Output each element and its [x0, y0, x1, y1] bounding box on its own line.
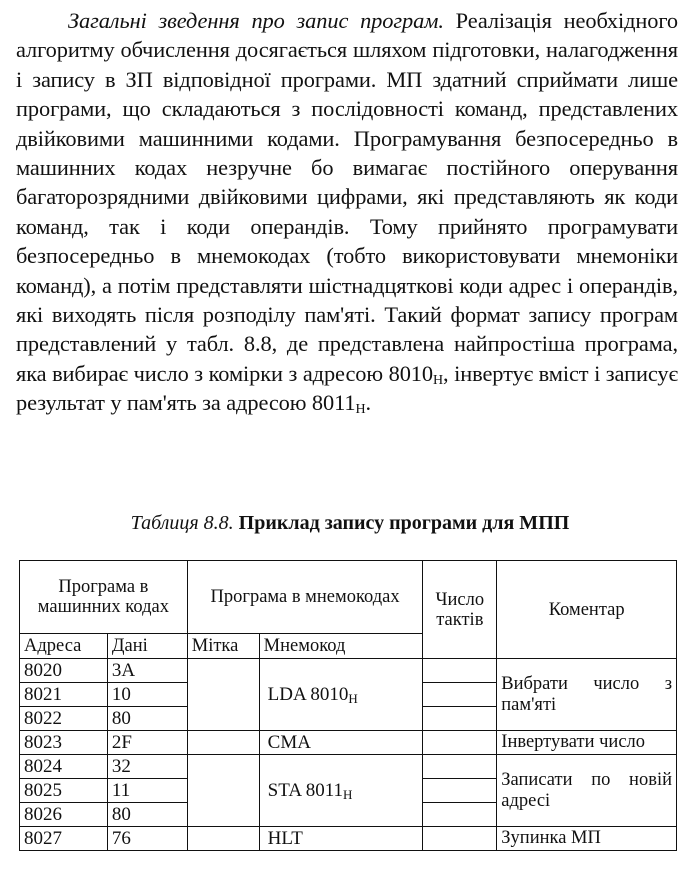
address-cell: 8026 [20, 803, 108, 827]
mnemonic-cell [259, 731, 423, 755]
hex-subscript: Н [348, 690, 358, 706]
label-cell [187, 827, 259, 851]
label-cell [187, 731, 259, 755]
mnemonic-text: HLT [267, 827, 303, 849]
machine-program-header: Програма в машинних кодах [20, 561, 188, 634]
cycles-cell [423, 779, 497, 803]
data-cell: 80 [107, 707, 187, 731]
comment-cell: Записати по новій адресі [497, 755, 677, 827]
address-cell: 8021 [20, 683, 108, 707]
data-cell: 32 [107, 755, 187, 779]
mnemonic-program-header: Програма в мнемокодах [187, 561, 423, 634]
comment-header: Коментар [497, 561, 677, 659]
table-row [20, 659, 677, 683]
data-cell: 3A [107, 659, 187, 683]
table-row [20, 731, 677, 755]
paragraph-text-c: . [365, 390, 371, 416]
program-table [19, 560, 677, 851]
table-row [20, 827, 677, 851]
address-header: Адреса [20, 634, 108, 659]
cycles-cell [423, 803, 497, 827]
table-caption [0, 512, 700, 535]
address-cell: 8025 [20, 779, 108, 803]
cycles-cell [423, 707, 497, 731]
header-row [20, 561, 677, 634]
address-cell: 8027 [20, 827, 108, 851]
body-paragraph [16, 6, 678, 418]
label-header: Мітка [187, 634, 259, 659]
caption-label: Таблиця 8.8. [130, 512, 234, 534]
data-header: Дані [107, 634, 187, 659]
data-cell: 11 [107, 779, 187, 803]
address-cell: 8023 [20, 731, 108, 755]
mnemonic-text: STA 8011 [267, 779, 344, 801]
mnemonic-header: Мнемокод [259, 634, 423, 659]
mnemonic-cell [259, 755, 423, 827]
comment-cell: Інвертувати число [497, 731, 677, 755]
address-cell: 8020 [20, 659, 108, 683]
address-cell: 8022 [20, 707, 108, 731]
data-cell: 2F [107, 731, 187, 755]
mnemonic-text: CMA [267, 731, 311, 753]
mnemonic-cell [259, 659, 423, 731]
mnemonic-cell [259, 827, 423, 851]
paragraph-text-a: Реалізація необхідного алгоритму обчислення досягається шляхом підготовки, налагодження і запису в ЗП відповідної програми. МП здатний сприймати лише програми, що складаються з послідовності команд, представлених двійковими машинними кодами. Програмування безпосередньо в машинних кодах незручне бо вимагає постійного оперування багаторозрядними двійковими цифрами, які представляють як коди команд, так і коди операндів. Тому прийнято програмувати безпосередньо в мнемокодах (тобто використовувати мнемоніки команд), а потім представляти шістнадцяткові коди адрес і операндів, які виходять після розподілу пам'яті. Такий формат запису програм представлений у табл. 8.8, де представлена найпростіша програма, яка вибирає число з комірки з адресою 8010 [16, 8, 678, 386]
mnemonic-text: LDA 8010 [267, 683, 349, 705]
hex-subscript: Н [355, 402, 366, 418]
data-cell: 76 [107, 827, 187, 851]
cycles-cell [423, 755, 497, 779]
address-cell: 8024 [20, 755, 108, 779]
hex-subscript: Н [343, 786, 353, 802]
label-cell [187, 659, 259, 731]
label-cell [187, 755, 259, 827]
caption-title: Приклад запису програми для МПП [238, 512, 570, 534]
hex-subscript: Н [433, 372, 444, 388]
comment-cell: Зупинка МП [497, 827, 677, 851]
data-cell: 10 [107, 683, 187, 707]
cycles-cell [423, 683, 497, 707]
paragraph-lead: Загальні зведення про запис програм. [68, 8, 444, 33]
cycles-cell [423, 659, 497, 683]
table-row [20, 755, 677, 779]
comment-cell: Вибрати число з пам'яті [497, 659, 677, 731]
cycles-header: Число тактів [423, 561, 497, 659]
cycles-cell [423, 731, 497, 755]
paragraph-text-b: , інвертує вміст і записує результат у пам'ять за адресою 8011 [16, 360, 679, 416]
data-cell: 80 [107, 803, 187, 827]
cycles-cell [423, 827, 497, 851]
